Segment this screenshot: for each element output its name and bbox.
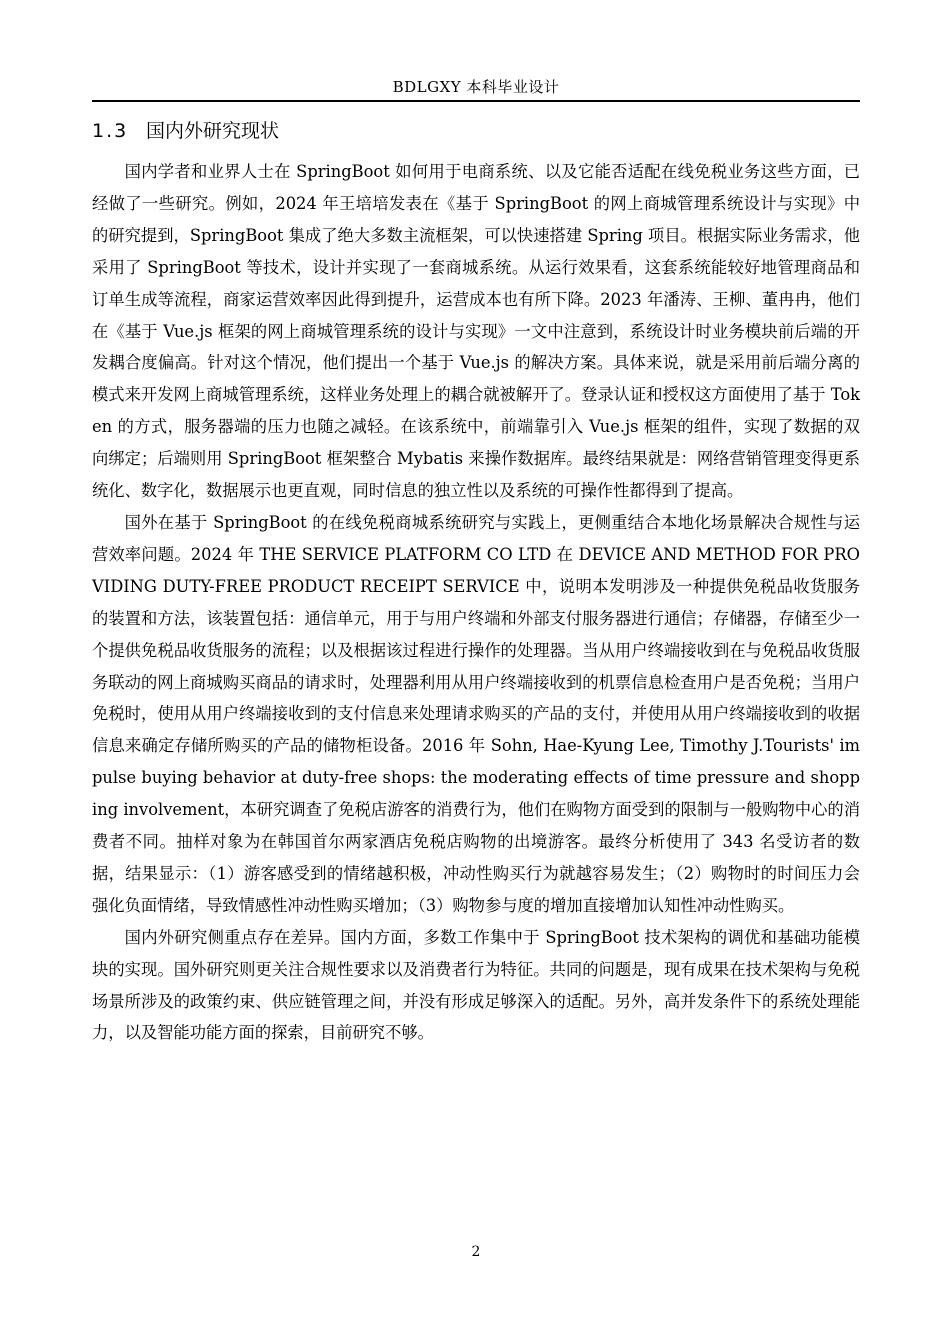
body-text <box>92 156 860 1049</box>
paragraph-foreign-research: 国外在基于 SpringBoot 的在线免税商城系统研究与实践上，更侧重结合本地化场景解决合规性与运营效率问题。2024 年 THE SERVICE PLATFORM CO LTD 在 DEVICE AND METHOD FOR PROVIDING DUTY-FREE PRODUCT RECEIPT SERVICE 中，说明本发明涉及一种提供免税品收货服务的装置和方法，该装置包括：通信单元，用于与用户终端和外部支付服务器进行通信；存储器，存储至少一个提供免税品收货服务的流程；以及根据该过程进行操作的处理器。当从用户终端接收到在与免税品收货服务联动的网上商城购买商品的请求时，处理器利用从用户终端接收到的机票信息检查用户是否免税；当用户免税时，使用从用户终端接收到的支付信息来处理请求购买的产品的支付，并使用从用户终端接收到的收据信息来确定存储所购买的产品的储物柜设备。2016 年 Sohn, Hae-Kyung Lee, Timothy J.Tourists' impulse buying behavior at duty-free shops: the moderating effects of time pressure and shopping involvement，本研究调查了免税店游客的消费行为，他们在购物方面受到的限制与一般购物中心的消费者不同。抽样对象为在韩国首尔两家酒店免税店购物的出境游客。最终分析使用了 343 名受访者的数据，结果显示：（1）游客感受到的情绪越积极，冲动性购买行为就越容易发生；（2）购物时的时间压力会强化负面情绪，导致情感性冲动性购买增加；（3）购物参与度的增加直接增加认知性冲动性购买。 <box>92 512 860 915</box>
paragraph-domestic-research: 国内学者和业界人士在 SpringBoot 如何用于电商系统、以及它能否适配在线免税业务这些方面，已经做了一些研究。例如，2024 年王培培发表在《基于 SpringBoot 的网上商城管理系统设计与实现》中的研究提到，SpringBoot 集成了绝大多数主流框架，可以快速搭建 Spring 项目。根据实际业务需求，他采用了 SpringBoot 等技术，设计并实现了一套商城系统。从运行效果看，这套系统能较好地管理商品和订单生成等流程，商家运营效率因此得到提升，运营成本也有所下降。2023 年潘涛、王柳、董冉冉，他们在《基于 Vue.js 框架的网上商城管理系统的设计与实现》一文中注意到，系统设计时业务模块前后端的开发耦合度偏高。针对这个情况，他们提出一个基于 Vue.js 的解决方案。具体来说，就是采用前后端分离的模式来开发网上商城管理系统，这样业务处理上的耦合就被解开了。登录认证和授权这方面使用了基于 Token 的方式，服务器端的压力也随之减轻。在该系统中，前端靠引入 Vue.js 框架的组件，实现了数据的双向绑定；后端则用 SpringBoot 框架整合 Mybatis 来操作数据库。最终结果就是：网络营销管理变得更系统化、数字化，数据展示也更直观，同时信息的独立性以及系统的可操作性都得到了提高。 <box>92 162 860 501</box>
running-header: BDLGXY 本科毕业设计 <box>392 78 560 96</box>
section-number: 1.3 <box>92 120 129 142</box>
section-title: 国内外研究现状 <box>146 120 280 142</box>
section-heading <box>92 116 860 146</box>
page-number: 2 <box>471 1244 481 1260</box>
header-rule <box>92 100 860 102</box>
paragraph-comparison-summary: 国内外研究侧重点存在差异。国内方面，多数工作集中于 SpringBoot 技术架构的调优和基础功能模块的实现。国外研究则更关注合规性要求以及消费者行为特征。共同的问题是，现有成果在技术架构与免税场景所涉及的政策约束、供应链管理之间，并没有形成足够深入的适配。另外，高并发条件下的系统处理能力，以及智能功能方面的探索，目前研究不够。 <box>92 927 860 1043</box>
